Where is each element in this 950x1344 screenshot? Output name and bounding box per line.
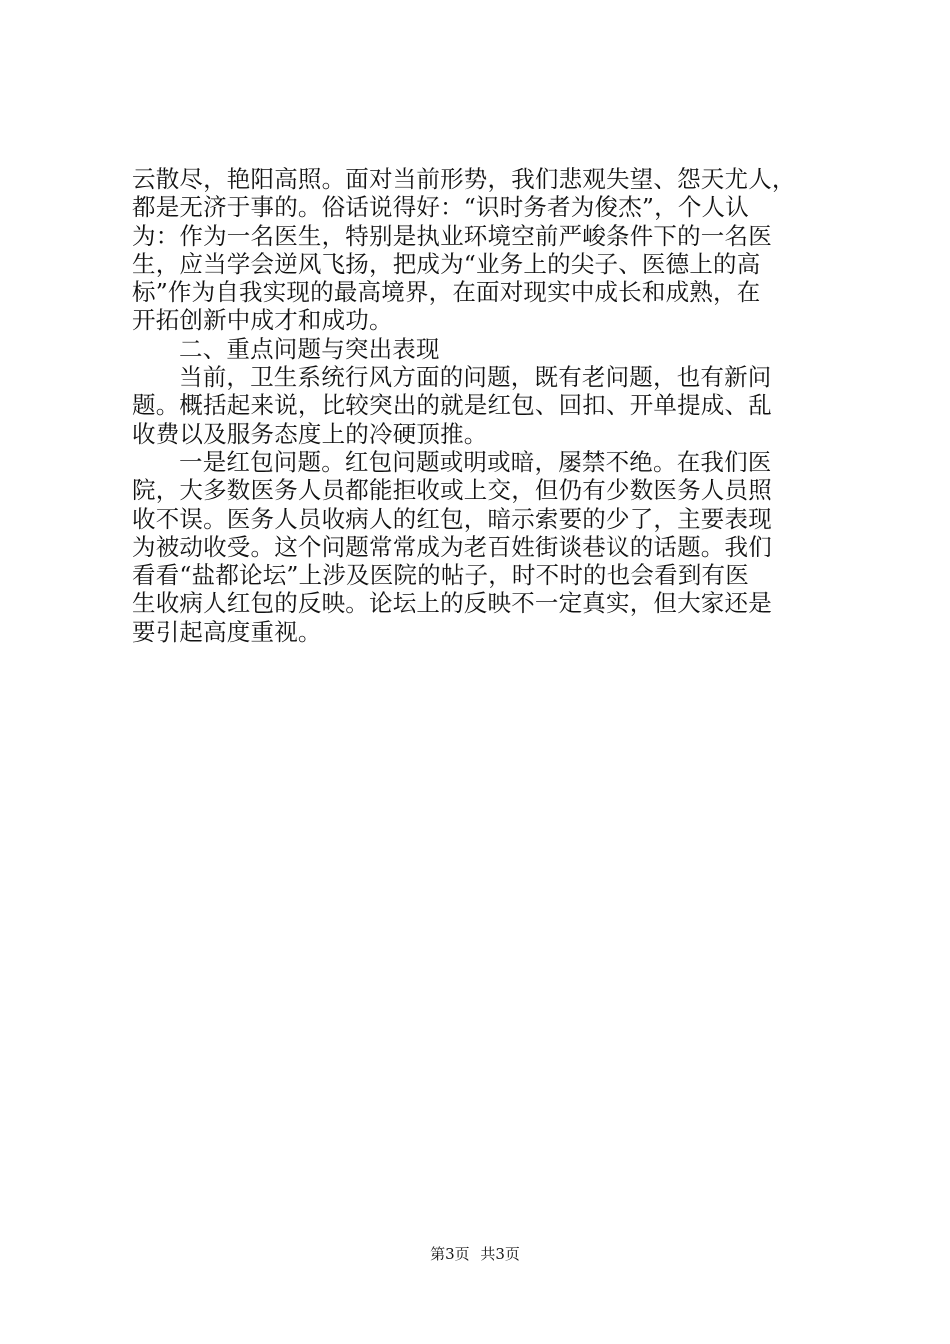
page-footer	[0, 1244, 950, 1264]
text-line: 云散尽，艳阳高照。面对当前形势，我们悲观失望、怨天尤人，	[132, 165, 796, 193]
text-line: 生，应当学会逆风飞扬，把成为“业务上的尖子、医德上的高	[132, 249, 761, 278]
total-pages: 共3页	[480, 1245, 520, 1263]
text-line: 为被动收受。这个问题常常成为老百姓街谈巷议的话题。我们	[132, 532, 772, 561]
text-line: 开拓创新中成才和成功。	[132, 306, 393, 335]
text-line: 都是无济于事的。俗话说得好：“识时务者为俊杰”，个人认	[132, 193, 749, 222]
page-number: 第3页	[430, 1245, 470, 1263]
document-body	[132, 165, 832, 646]
text-line: 要引起高度重视。	[132, 617, 322, 646]
text-line: 题。概括起来说，比较突出的就是红包、回扣、开单提成、乱	[132, 391, 772, 420]
text-line: 收不误。医务人员收病人的红包，暗示索要的少了，主要表现	[132, 504, 772, 533]
text-line: 生收病人红包的反映。论坛上的反映不一定真实，但大家还是	[132, 589, 772, 618]
text-line: 标”作为自我实现的最高境界，在面对现实中成长和成熟，在	[132, 278, 761, 307]
text-line: 院，大多数医务人员都能拒收或上交，但仍有少数医务人员照	[132, 476, 772, 505]
section-heading: 二、重点问题与突出表现	[179, 334, 440, 363]
text-line: 为：作为一名医生，特别是执业环境空前严峻条件下的一名医	[132, 221, 772, 250]
text-line: 看看“盐都论坛”上涉及医院的帖子，时不时的也会看到有医	[132, 561, 749, 590]
text-line: 一是红包问题。红包问题或明或暗，屡禁不绝。在我们医	[179, 447, 772, 476]
text-line: 收费以及服务态度上的冷硬顶推。	[132, 419, 488, 448]
text-line: 当前，卫生系统行风方面的问题，既有老问题，也有新问	[179, 363, 772, 392]
